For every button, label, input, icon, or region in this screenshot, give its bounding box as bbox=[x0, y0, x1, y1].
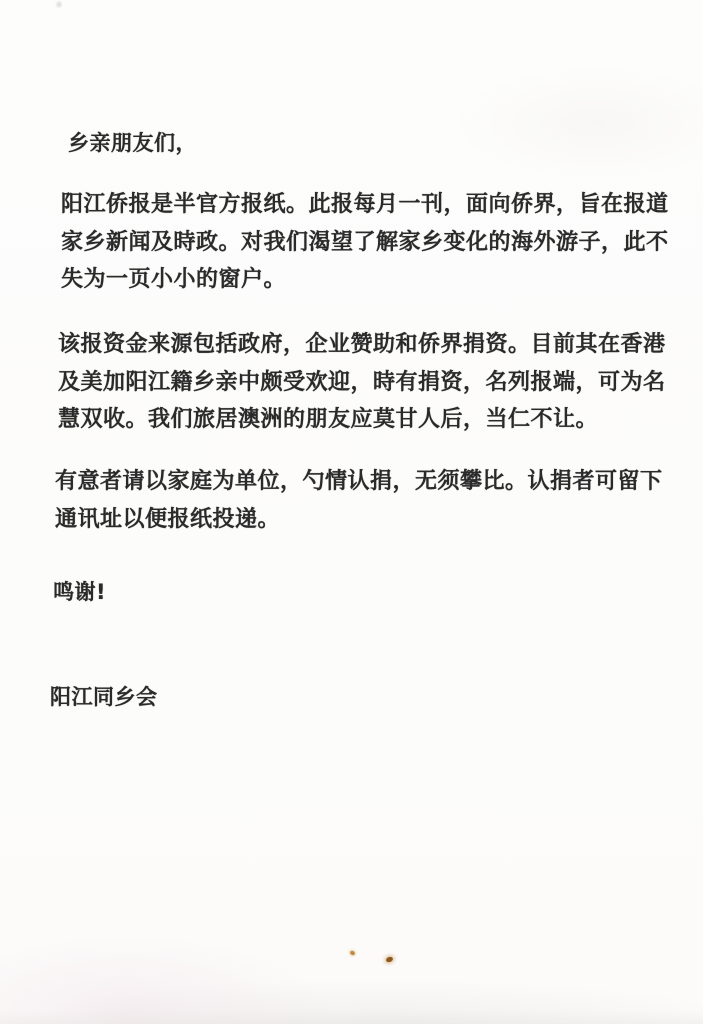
letter-line: 家乡新闻及時政。对我们渴望了解家乡变化的海外游子，此不 bbox=[61, 229, 669, 255]
letter-line: 该报资金来源包括政府，企业赞助和侨界捐资。目前其在香港 bbox=[58, 332, 666, 357]
letter-paragraph-1 bbox=[61, 186, 669, 299]
letter-line: 有意者请以家庭为单位，勺情认捐，无须攀比。认捐者可留下 bbox=[55, 469, 663, 494]
letter-line: 阳江侨报是半官方报纸。此报每月一刊，面向侨界，旨在报道 bbox=[61, 192, 669, 217]
letter-line: 慧双收。我们旅居澳洲的朋友应莫甘人后，当仁不让。 bbox=[58, 407, 599, 432]
letter-paragraph-2 bbox=[58, 326, 666, 439]
letter-line: 及美加阳江籍乡亲中颇受欢迎，時有捐资，名列报端，可为名 bbox=[58, 369, 666, 395]
letter-line: 通讯址以便报纸投递。 bbox=[55, 506, 281, 532]
letter-line: 失为一页小小的窗户。 bbox=[61, 267, 287, 292]
scan-edge-shadow bbox=[0, 1010, 703, 1024]
letter-salutation: 乡亲朋友们， bbox=[68, 131, 197, 155]
letter-closing: 鸣谢! bbox=[53, 580, 107, 604]
letter-paragraph-3 bbox=[55, 463, 663, 538]
paper-speck bbox=[385, 956, 393, 963]
scan-smudge bbox=[55, 0, 63, 9]
paper-speck bbox=[349, 950, 355, 956]
letter-signature: 阳江同乡会 bbox=[50, 685, 158, 709]
